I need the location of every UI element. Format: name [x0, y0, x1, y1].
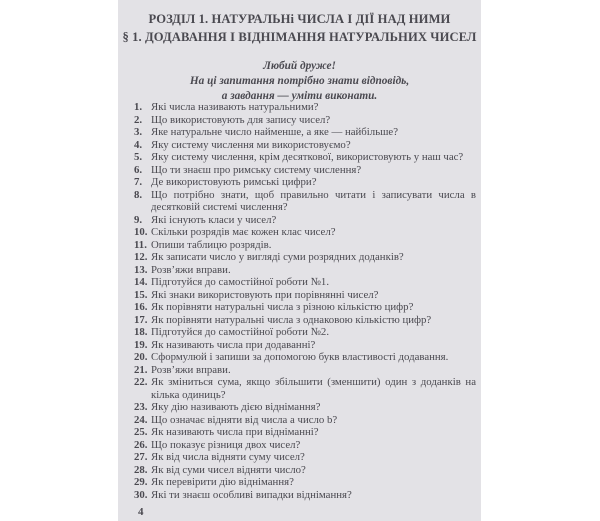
question-number: 18.	[134, 326, 148, 338]
question-text: Які числа називають натуральними?	[151, 101, 319, 113]
question-number: 15.	[134, 288, 148, 301]
question-text: Які ти знаєш особливі випадки віднімання?	[151, 488, 352, 501]
list-item	[134, 451, 476, 464]
list-item	[134, 414, 476, 427]
questions-list	[134, 101, 476, 501]
list-item	[134, 126, 476, 139]
question-text: Яке натуральне число найменше, а яке — найбільше?	[151, 126, 399, 138]
question-text: Які знаки використовують при порівнянні чисел?	[151, 288, 379, 301]
question-text: Що потрібно знати, щоб правильно читати і записувати числа в десятковій системі числення?	[151, 188, 476, 213]
question-number: 12.	[134, 251, 148, 263]
question-number: 3.	[134, 126, 143, 138]
question-number: 28.	[134, 463, 148, 476]
question-number: 14.	[134, 276, 148, 288]
list-item	[134, 139, 476, 152]
question-number: 10.	[134, 226, 148, 238]
question-text: Підготуйся до самостійної роботи №2.	[151, 326, 330, 338]
list-item	[134, 339, 476, 352]
question-text: Яку дію називають дією віднімання?	[151, 401, 321, 413]
question-text: Що означає відняти від числа a число b?	[151, 413, 338, 426]
list-item	[134, 439, 476, 452]
question-number: 21.	[134, 363, 148, 376]
question-text: Як порівняти натуральні числа з різною кількістю цифр?	[151, 301, 414, 313]
list-item	[134, 101, 476, 114]
question-text: Як називають числа при додаванні?	[151, 338, 316, 351]
question-number: 29.	[134, 476, 148, 488]
question-text: Що показує різниця двох чисел?	[151, 438, 301, 451]
list-item	[134, 176, 476, 189]
list-item	[134, 401, 476, 414]
question-number: 19.	[134, 338, 148, 351]
question-number: 11.	[134, 238, 147, 251]
list-item	[134, 289, 476, 302]
question-number: 7.	[134, 176, 143, 188]
question-number: 22.	[134, 376, 148, 388]
subsection-title: § 1. ДОДАВАННЯ І ВІДНІМАННЯ НАТУРАЛЬНИХ ЧИСЕЛ	[122, 30, 477, 44]
question-text: Опиши таблицю розрядів.	[151, 238, 272, 251]
list-item	[134, 426, 476, 439]
section-title: РОЗДІЛ 1. НАТУРАЛЬНі ЧИСЛА І ДІЇ НАД НИМИ	[148, 12, 451, 26]
question-text: Як записати число у вигляді суми розрядних доданків?	[151, 251, 404, 263]
question-number: 2.	[134, 113, 143, 126]
list-item	[134, 351, 476, 364]
list-item	[134, 314, 476, 327]
question-number: 26.	[134, 438, 148, 451]
question-number: 8.	[134, 188, 143, 201]
list-item	[134, 364, 476, 377]
list-item	[134, 214, 476, 227]
list-item	[134, 476, 476, 489]
question-text: Які існують класи у чисел?	[151, 213, 277, 226]
question-text: Як зміниться сума, якщо збільшити (зменшити) один з доданків на кілька одиниць?	[151, 376, 476, 401]
question-text: Розв’яжи вправи.	[151, 363, 231, 376]
list-item	[134, 326, 476, 339]
list-item	[134, 489, 476, 502]
question-number: 27.	[134, 451, 148, 463]
list-item	[134, 239, 476, 252]
question-number: 20.	[134, 351, 148, 363]
question-text: Яку систему числення, крім десяткової, використовують у наш час?	[151, 151, 464, 163]
list-item	[134, 464, 476, 477]
list-item	[134, 264, 476, 277]
question-text: Що ти знаєш про римську систему числення?	[151, 163, 362, 176]
question-number: 9.	[134, 213, 143, 226]
question-text: Що використовують для запису чисел?	[151, 113, 331, 126]
intro-text	[118, 59, 481, 104]
list-item	[134, 276, 476, 289]
question-text: Де використовують римські цифри?	[151, 176, 317, 188]
question-number: 23.	[134, 401, 148, 413]
question-text: Як називають числа при відніманні?	[151, 426, 319, 438]
document-page	[118, 0, 481, 521]
question-text: Підготуйся до самостійної роботи №1.	[151, 276, 330, 288]
question-number: 25.	[134, 426, 148, 438]
question-text: Як порівняти натуральні числа з однаковою кількістю цифр?	[151, 313, 432, 326]
list-item	[134, 114, 476, 127]
intro-line-2: На ці запитання потрібно знати відповідь,	[189, 75, 410, 87]
list-item	[134, 189, 476, 214]
question-number: 17.	[134, 313, 148, 326]
list-item	[134, 376, 476, 401]
question-number: 30.	[134, 488, 148, 501]
question-number: 13.	[134, 263, 148, 276]
list-item	[134, 251, 476, 264]
question-text: Як від суми чисел відняти число?	[151, 463, 306, 476]
list-item	[134, 226, 476, 239]
question-number: 24.	[134, 413, 148, 426]
question-text: Розв’яжи вправи.	[151, 263, 231, 276]
list-item	[134, 151, 476, 164]
question-text: Як від числа відняти суму чисел?	[151, 451, 305, 463]
page-number: 4	[138, 506, 144, 518]
question-text: Як перевірити дію віднімання?	[151, 476, 294, 488]
question-text: Скільки розрядів має кожен клас чисел?	[151, 226, 336, 238]
question-number: 5.	[134, 151, 143, 163]
intro-greeting: Любий друже!	[263, 60, 336, 72]
question-number: 16.	[134, 301, 148, 313]
intro-line-3: а завдання — уміти виконати.	[221, 90, 378, 102]
question-text: Яку систему числення ми використовуємо?	[151, 138, 351, 151]
question-text: Сформулюй і запиши за допомогою букв властивості додавання.	[151, 351, 449, 363]
question-number: 6.	[134, 163, 143, 176]
list-item	[134, 301, 476, 314]
question-number: 1.	[134, 101, 143, 113]
question-number: 4.	[134, 138, 143, 151]
list-item	[134, 164, 476, 177]
